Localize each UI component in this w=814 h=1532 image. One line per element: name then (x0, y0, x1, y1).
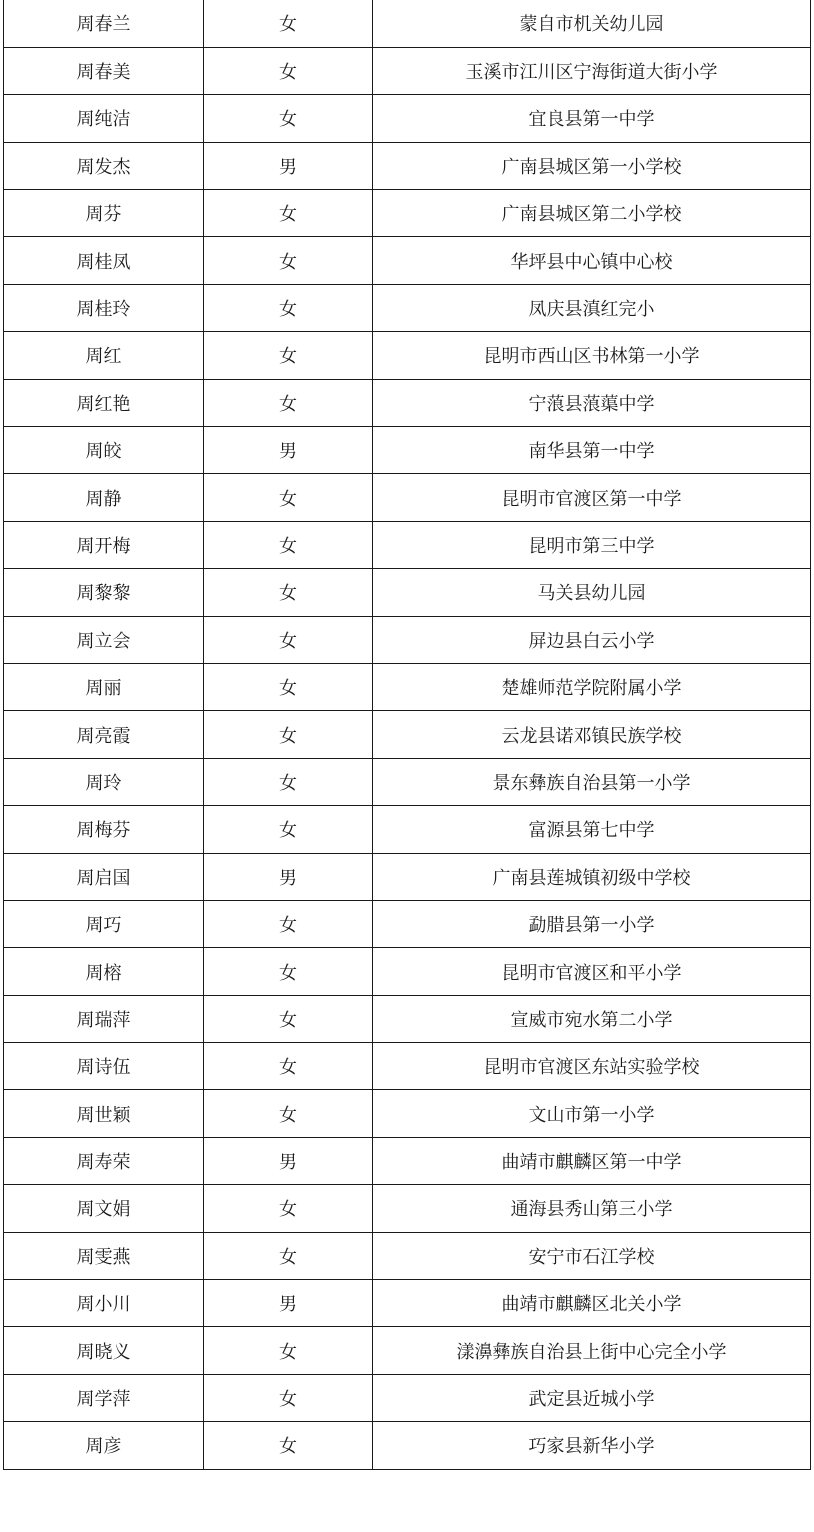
name-cell: 周开梅 (4, 521, 204, 568)
table-row (4, 853, 811, 900)
name-cell: 周梅芬 (4, 806, 204, 853)
gender-cell: 男 (204, 427, 373, 474)
table-row (4, 1327, 811, 1374)
table-row (4, 284, 811, 331)
unit-cell: 昆明市第三中学 (373, 521, 811, 568)
name-cell: 周红艳 (4, 379, 204, 426)
unit-cell: 凤庆县滇红完小 (373, 284, 811, 331)
unit-cell: 昆明市西山区书林第一小学 (373, 332, 811, 379)
gender-cell: 女 (204, 1422, 373, 1469)
gender-cell: 女 (204, 758, 373, 805)
unit-cell: 富源县第七中学 (373, 806, 811, 853)
unit-cell: 曲靖市麒麟区第一中学 (373, 1137, 811, 1184)
roster-body (4, 0, 811, 1469)
unit-cell: 华坪县中心镇中心校 (373, 237, 811, 284)
unit-cell: 宁蒗县蒗蕖中学 (373, 379, 811, 426)
name-cell: 周立会 (4, 616, 204, 663)
gender-cell: 男 (204, 142, 373, 189)
table-row (4, 332, 811, 379)
unit-cell: 漾濞彝族自治县上街中心完全小学 (373, 1327, 811, 1374)
name-cell: 周文娟 (4, 1185, 204, 1232)
unit-cell: 安宁市石江学校 (373, 1232, 811, 1279)
name-cell: 周启国 (4, 853, 204, 900)
gender-cell: 女 (204, 663, 373, 710)
unit-cell: 宣威市宛水第二小学 (373, 995, 811, 1042)
table-row (4, 995, 811, 1042)
name-cell: 周彦 (4, 1422, 204, 1469)
gender-cell: 女 (204, 948, 373, 995)
name-cell: 周亮霞 (4, 711, 204, 758)
table-row (4, 569, 811, 616)
unit-cell: 勐腊县第一小学 (373, 900, 811, 947)
name-cell: 周纯洁 (4, 95, 204, 142)
gender-cell: 女 (204, 569, 373, 616)
unit-cell: 文山市第一小学 (373, 1090, 811, 1137)
name-cell: 周春兰 (4, 0, 204, 47)
table-row (4, 1043, 811, 1090)
name-cell: 周玲 (4, 758, 204, 805)
unit-cell: 南华县第一中学 (373, 427, 811, 474)
table-row (4, 237, 811, 284)
name-cell: 周榕 (4, 948, 204, 995)
table-row (4, 1090, 811, 1137)
name-cell: 周巧 (4, 900, 204, 947)
unit-cell: 楚雄师范学院附属小学 (373, 663, 811, 710)
table-row (4, 1137, 811, 1184)
unit-cell: 马关县幼儿园 (373, 569, 811, 616)
gender-cell: 女 (204, 190, 373, 237)
name-cell: 周诗伍 (4, 1043, 204, 1090)
gender-cell: 女 (204, 47, 373, 94)
name-cell: 周发杰 (4, 142, 204, 189)
gender-cell: 女 (204, 1043, 373, 1090)
gender-cell: 男 (204, 853, 373, 900)
table-row (4, 1422, 811, 1469)
name-cell: 周桂凤 (4, 237, 204, 284)
gender-cell: 男 (204, 1280, 373, 1327)
table-row (4, 474, 811, 521)
gender-cell: 女 (204, 379, 373, 426)
name-cell: 周世颖 (4, 1090, 204, 1137)
table-row (4, 142, 811, 189)
gender-cell: 男 (204, 1137, 373, 1184)
table-row (4, 521, 811, 568)
unit-cell: 广南县城区第一小学校 (373, 142, 811, 189)
gender-cell: 女 (204, 95, 373, 142)
name-cell: 周静 (4, 474, 204, 521)
unit-cell: 云龙县诺邓镇民族学校 (373, 711, 811, 758)
name-cell: 周桂玲 (4, 284, 204, 331)
table-row (4, 806, 811, 853)
gender-cell: 女 (204, 1374, 373, 1421)
table-row (4, 663, 811, 710)
unit-cell: 景东彝族自治县第一小学 (373, 758, 811, 805)
name-cell: 周红 (4, 332, 204, 379)
unit-cell: 昆明市官渡区第一中学 (373, 474, 811, 521)
name-cell: 周小川 (4, 1280, 204, 1327)
name-cell: 周丽 (4, 663, 204, 710)
table-row (4, 0, 811, 47)
gender-cell: 女 (204, 237, 373, 284)
table-row (4, 47, 811, 94)
gender-cell: 女 (204, 1232, 373, 1279)
gender-cell: 女 (204, 332, 373, 379)
unit-cell: 昆明市官渡区东站实验学校 (373, 1043, 811, 1090)
table-row (4, 1374, 811, 1421)
unit-cell: 玉溪市江川区宁海街道大街小学 (373, 47, 811, 94)
table-row (4, 616, 811, 663)
unit-cell: 屏边县白云小学 (373, 616, 811, 663)
gender-cell: 女 (204, 900, 373, 947)
unit-cell: 宜良县第一中学 (373, 95, 811, 142)
unit-cell: 昆明市官渡区和平小学 (373, 948, 811, 995)
table-row (4, 95, 811, 142)
roster-table (3, 0, 811, 1470)
table-row (4, 1185, 811, 1232)
gender-cell: 女 (204, 995, 373, 1042)
name-cell: 周晓义 (4, 1327, 204, 1374)
name-cell: 周春美 (4, 47, 204, 94)
unit-cell: 蒙自市机关幼儿园 (373, 0, 811, 47)
unit-cell: 广南县莲城镇初级中学校 (373, 853, 811, 900)
name-cell: 周学萍 (4, 1374, 204, 1421)
name-cell: 周雯燕 (4, 1232, 204, 1279)
table-row (4, 900, 811, 947)
gender-cell: 女 (204, 0, 373, 47)
table-row (4, 1232, 811, 1279)
unit-cell: 武定县近城小学 (373, 1374, 811, 1421)
unit-cell: 通海县秀山第三小学 (373, 1185, 811, 1232)
name-cell: 周皎 (4, 427, 204, 474)
gender-cell: 女 (204, 806, 373, 853)
gender-cell: 女 (204, 521, 373, 568)
table-row (4, 427, 811, 474)
unit-cell: 曲靖市麒麟区北关小学 (373, 1280, 811, 1327)
gender-cell: 女 (204, 1185, 373, 1232)
name-cell: 周黎黎 (4, 569, 204, 616)
table-row (4, 379, 811, 426)
gender-cell: 女 (204, 474, 373, 521)
name-cell: 周瑞萍 (4, 995, 204, 1042)
table-row (4, 1280, 811, 1327)
gender-cell: 女 (204, 711, 373, 758)
table-row (4, 758, 811, 805)
unit-cell: 巧家县新华小学 (373, 1422, 811, 1469)
gender-cell: 女 (204, 1090, 373, 1137)
table-row (4, 711, 811, 758)
name-cell: 周芬 (4, 190, 204, 237)
gender-cell: 女 (204, 616, 373, 663)
gender-cell: 女 (204, 1327, 373, 1374)
unit-cell: 广南县城区第二小学校 (373, 190, 811, 237)
table-row (4, 190, 811, 237)
table-row (4, 948, 811, 995)
name-cell: 周寿荣 (4, 1137, 204, 1184)
gender-cell: 女 (204, 284, 373, 331)
